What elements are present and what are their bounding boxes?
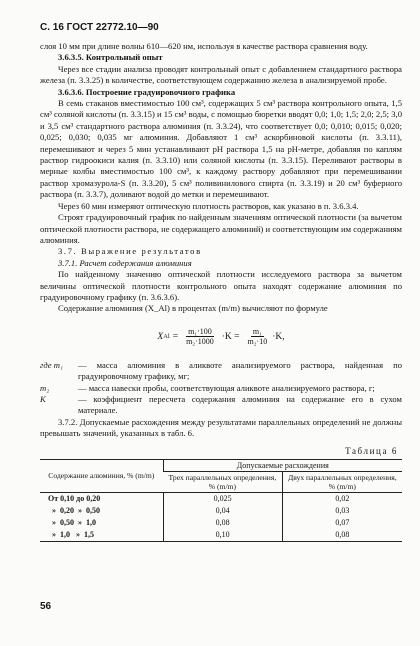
tolerance-table: [40, 459, 402, 543]
table-cell: » 0,20 » 0,50: [48, 505, 100, 515]
table-header-three: Трех параллельных определения, % (m/m): [163, 471, 282, 492]
table-caption: Таблица 6: [345, 445, 398, 456]
section-heading-results: 3.7. Выражение результатов: [58, 246, 202, 257]
formula-fraction-1: [184, 327, 216, 346]
fraction-2-denominator: m₂·10: [247, 337, 268, 347]
definition-m2: [40, 383, 402, 394]
table-cell: 0,08: [163, 517, 282, 529]
section-heading-control: 3.6.3.5. Контрольный опыт: [58, 52, 163, 63]
table-cell: 0,025: [163, 492, 282, 505]
intro-paragraph: слоя 10 мм при длине волны 610—620 нм, используя в качестве раствора сравнения воду.: [40, 41, 368, 51]
table-cell: 0,08: [282, 529, 402, 542]
table-cell: От 0,10 до 0,20: [48, 493, 101, 503]
table-cell: 0,10: [163, 529, 282, 542]
table-cell: » 1,0 » 1,5: [40, 529, 163, 542]
definition-m1: [40, 360, 402, 383]
table-header-two: Двух параллельных определения, % (m/m): [282, 471, 402, 492]
definition-symbol: m₂: [40, 382, 50, 393]
paragraph-control: Через все стадии анализа проводят контрольный опыт с добавлением стандартного раствора железа (п. 3.3.25) в количестве, соответствующем содержанию железа в анализируемой пробе.: [40, 63, 402, 86]
table-row: [40, 517, 402, 529]
definition-text: — коэффициент пересчета содержания алюминия на содержание его в сухом материале.: [78, 393, 402, 416]
fraction-1-denominator: m₂·1000: [186, 337, 214, 347]
formula-mult: ·K =: [221, 331, 240, 342]
paragraph-graph: Строят градуировочный график по найденным значениям оптической плотности (за вычетом оптической плотности раствора, не содержащего алюминий) и соответствующим им содержаниям алюминия.: [40, 212, 402, 245]
table-cell: » 0,50 » 1,0: [48, 518, 96, 527]
definition-text: — масса алюминия в аликвоте анализируемого раствора, найденная по градуировочному графику, мг;: [78, 359, 402, 382]
formula: [40, 324, 402, 350]
table-header-group: Допускаемые расхождения: [163, 459, 402, 471]
formula-fraction-2: [246, 327, 270, 346]
formula-lhs: X: [157, 331, 164, 342]
table-row: [40, 505, 402, 517]
page-header: С. 16 ГОСТ 22772.10—90: [40, 22, 159, 33]
definition-symbol: где m₁: [40, 359, 63, 370]
formula-tail: ·K,: [272, 331, 285, 342]
table-cell: 0,04: [163, 505, 282, 517]
fraction-2-numerator: m₁: [252, 327, 262, 337]
table-row: [40, 529, 402, 542]
paragraph-formula-intro: Содержание алюминия (X_Al) в процентах (m/m) вычисляют по формуле: [58, 303, 328, 314]
section-heading-calibration: 3.6.3.6. Построение градуировочного графика: [58, 86, 236, 97]
paragraph-calibration: В семь стаканов вместимостью 100 см³, содержащих 5 см³ раствора контрольного опыта, 1,5 см³ соляной кислоты (п. 3.3.15) и 15 см³ воды, с помощью бюретки вводят 0,0; 1,0; 1,5; 2,0; 2,5; 3,0 и 3,5 см³ стандартного раствора алюминия (п. 3.3.24), что соответствует 0,0; 0,010; 0,015; 0,020; 0,025; 0,030; 0,035 мг алюминия. Добавляют 1 см³ аскорбиновой кислоты (п. 3.3.11), перемешивают и через 5 мин устанавливают pH раствора 1,5 на pH-метре, добавляя по каплям раствор гидроокиси калия (п. 3.3.10) или соляной кислоты (п. 3.3.15). Переливают растворы в мерные колбы вместимостью 100 см³, к каждому раствору добавляют при перемешивании раствор хромазурола-S (п. 3.3.20), 5 см³ поливинилового спирта (п. 3.3.19) и 20 см³ буферного раствора (п. 3.3.7), доливают водой до метки и перемешивают.: [40, 98, 402, 200]
table-header-content: Содержание алюминия, % (m/m): [40, 459, 163, 492]
paragraph-calc: По найденному значению оптической плотности исследуемого раствора за вычетом величины оптической плотности контрольного опыта находят содержание алюминия по градуировочному графику (п. 3.6.3.6).: [40, 269, 402, 302]
table-cell: 0,02: [282, 492, 402, 505]
definition-symbol: K: [40, 393, 46, 404]
subsection-heading-calc: 3.7.1. Расчет содержания алюминия: [58, 257, 192, 268]
definition-text: — масса навески пробы, соответствующая аликвоте анализируемого раствора, г;: [78, 382, 375, 393]
table-row: [40, 492, 402, 505]
formula-definitions: [40, 360, 402, 417]
paragraph-measure: Через 60 мин измеряют оптическую плотность растворов, как указано в п. 3.6.3.4.: [58, 200, 359, 211]
definition-k: [40, 394, 402, 417]
formula-lhs-sub: Al: [163, 333, 170, 341]
paragraph-tolerances: 3.7.2. Допускаемые расхождения между результатами параллельных определений не должны превышать значений, указанных в табл. 6.: [40, 416, 402, 439]
page-number: 56: [40, 601, 52, 612]
formula-eq: =: [172, 331, 179, 342]
table-cell: 0,03: [282, 505, 402, 517]
table-cell: 0,07: [282, 517, 402, 529]
fraction-1-numerator: m₁·100: [188, 327, 212, 337]
